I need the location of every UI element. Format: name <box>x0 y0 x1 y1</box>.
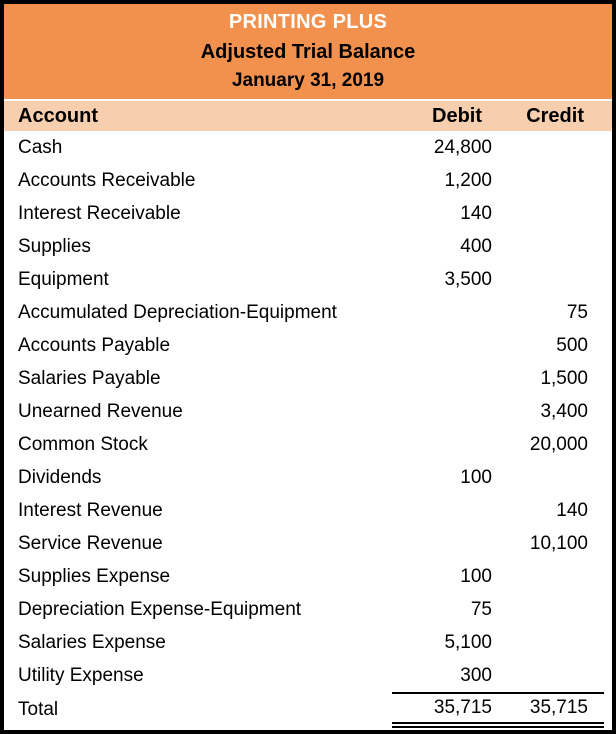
account-cell: Equipment <box>18 268 109 290</box>
debit-cell: 24,800 <box>433 136 492 158</box>
account-cell: Service Revenue <box>18 532 163 554</box>
credit-cell: 500 <box>556 334 588 356</box>
total-credit: 35,715 <box>529 697 588 718</box>
debit-cell: 400 <box>460 235 492 257</box>
account-cell: Supplies <box>18 235 91 257</box>
account-cell: Accounts Payable <box>18 334 171 356</box>
table-row <box>4 263 612 296</box>
column-header-account: Account <box>18 104 98 127</box>
account-cell: Accumulated Depreciation-Equipment <box>18 301 337 323</box>
report-date: January 31, 2019 <box>231 70 385 92</box>
credit-cell: 1,500 <box>540 367 588 389</box>
total-row <box>4 692 612 728</box>
account-cell: Salaries Payable <box>18 367 161 389</box>
company-name: PRINTING PLUS <box>228 10 388 33</box>
table-row <box>4 593 612 626</box>
table-row <box>4 296 612 329</box>
column-header-debit: Debit <box>432 104 482 127</box>
table-row <box>4 560 612 593</box>
account-cell: Salaries Expense <box>18 631 166 653</box>
credit-cell: 20,000 <box>529 433 588 455</box>
report-title: Adjusted Trial Balance <box>200 40 416 63</box>
table-row <box>4 197 612 230</box>
credit-cell: 10,100 <box>529 532 588 554</box>
debit-cell: 100 <box>460 565 492 587</box>
table-row <box>4 362 612 395</box>
debit-cell: 5,100 <box>444 631 492 653</box>
debit-cell: 300 <box>460 664 492 686</box>
debit-cell: 140 <box>460 202 492 224</box>
account-cell: Common Stock <box>18 433 148 455</box>
account-cell: Cash <box>18 136 63 158</box>
credit-cell: 75 <box>566 301 588 323</box>
column-header-row <box>4 101 612 131</box>
total-debit: 35,715 <box>433 697 492 718</box>
table-row <box>4 428 612 461</box>
credit-cell: 3,400 <box>540 400 588 422</box>
column-header-credit: Credit <box>526 104 584 127</box>
credit-cell: 140 <box>556 499 588 521</box>
account-cell: Dividends <box>18 466 102 488</box>
debit-cell: 3,500 <box>444 268 492 290</box>
account-cell: Accounts Receivable <box>18 169 196 191</box>
table-row <box>4 659 612 692</box>
account-cell: Unearned Revenue <box>18 400 183 422</box>
account-cell: Utility Expense <box>18 664 144 686</box>
account-cell: Interest Receivable <box>18 202 181 224</box>
table-row <box>4 461 612 494</box>
table-row <box>4 527 612 560</box>
debit-cell: 100 <box>460 466 492 488</box>
table-row <box>4 131 612 164</box>
debit-cell: 1,200 <box>444 169 492 191</box>
account-cell: Depreciation Expense-Equipment <box>18 598 302 620</box>
account-cell: Interest Revenue <box>18 499 163 521</box>
table-row <box>4 626 612 659</box>
table-row <box>4 164 612 197</box>
table-row <box>4 329 612 362</box>
table-row <box>4 230 612 263</box>
account-cell: Supplies Expense <box>18 565 171 587</box>
total-figures <box>392 692 604 728</box>
debit-cell: 75 <box>470 598 492 620</box>
table-row <box>4 395 612 428</box>
table-row <box>4 494 612 527</box>
title-block <box>4 4 612 101</box>
total-label: Total <box>18 699 59 720</box>
